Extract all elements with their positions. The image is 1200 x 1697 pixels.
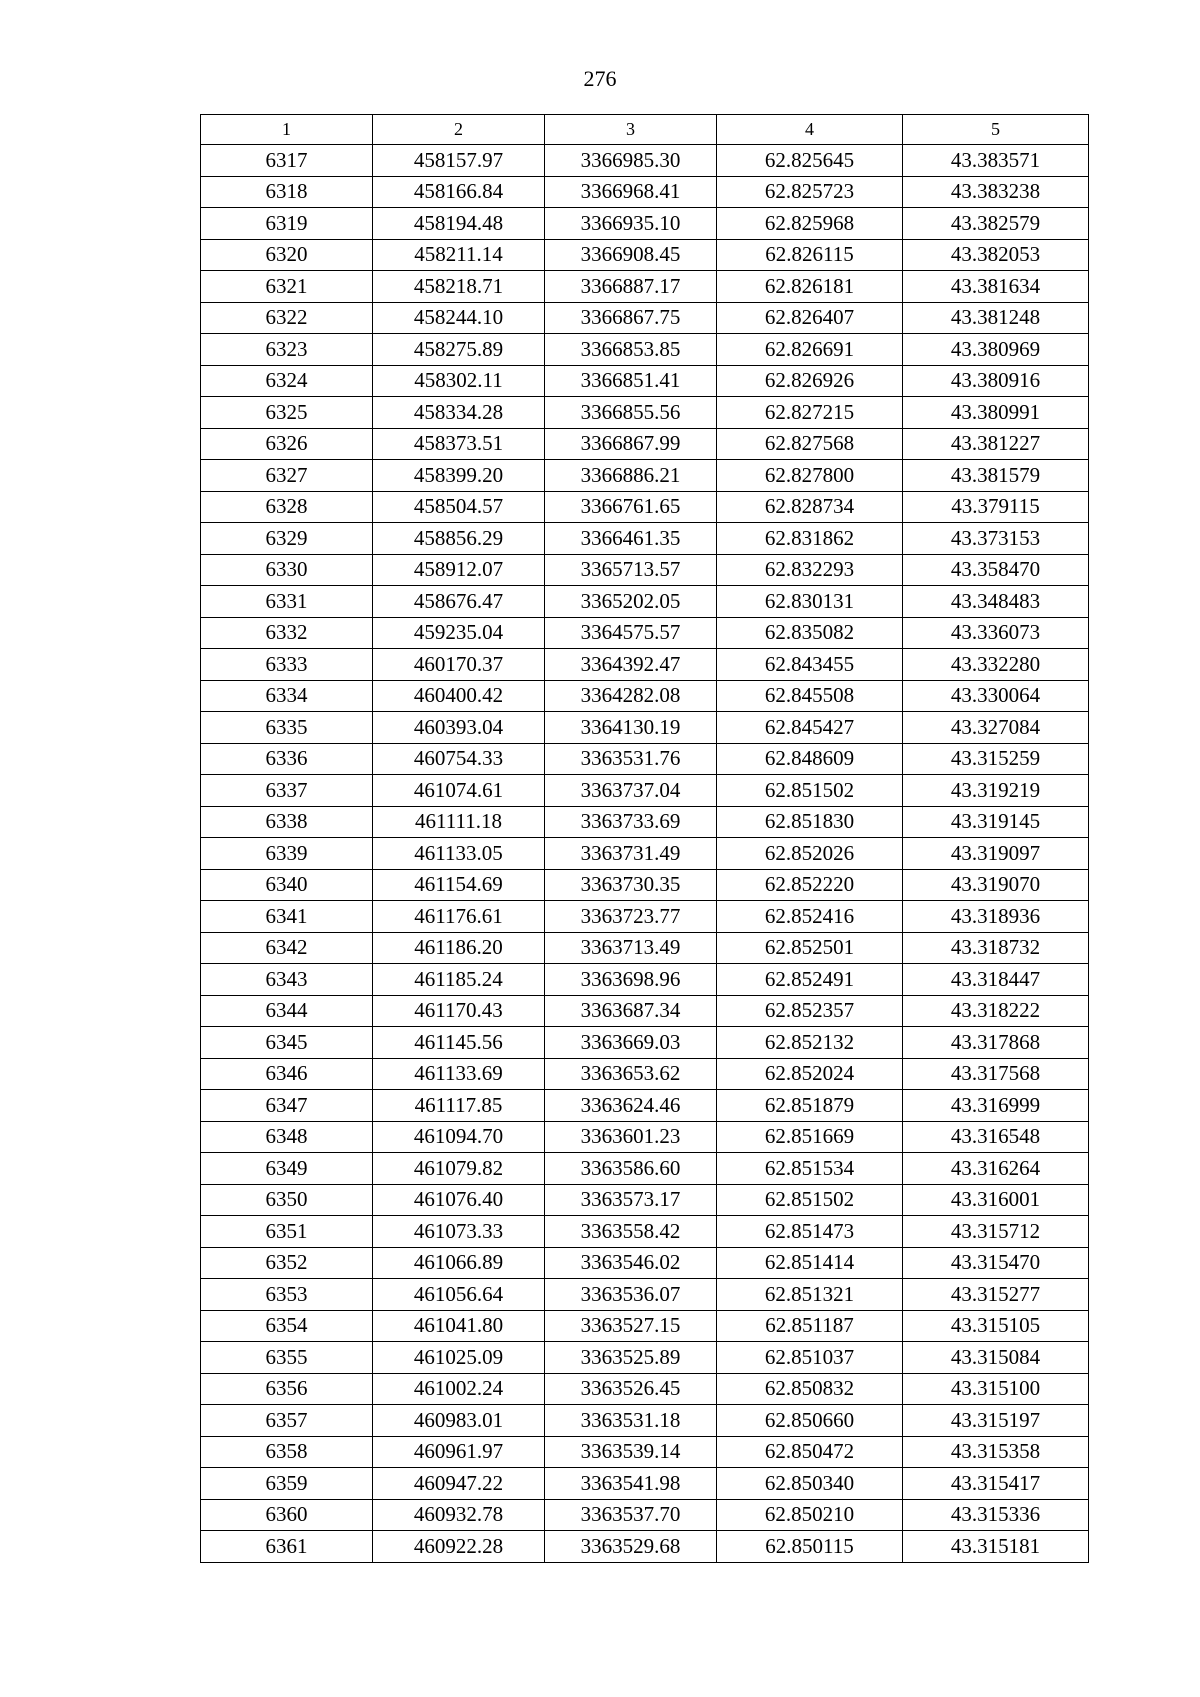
table-row [201, 1090, 1089, 1122]
table-row [201, 365, 1089, 397]
table-row [201, 334, 1089, 366]
x-coordinate-cell: 461041.80 [373, 1310, 545, 1342]
longitude-cell: 62.850660 [717, 1405, 903, 1437]
point-number-cell: 6350 [201, 1184, 373, 1216]
longitude-cell: 62.826691 [717, 334, 903, 366]
latitude-cell: 43.315259 [903, 743, 1089, 775]
y-coordinate-cell: 3363586.60 [545, 1153, 717, 1185]
longitude-cell: 62.827568 [717, 428, 903, 460]
x-coordinate-cell: 461094.70 [373, 1121, 545, 1153]
y-coordinate-cell: 3364575.57 [545, 617, 717, 649]
y-coordinate-cell: 3366855.56 [545, 397, 717, 429]
latitude-cell: 43.318732 [903, 932, 1089, 964]
x-coordinate-cell: 460932.78 [373, 1499, 545, 1531]
point-number-cell: 6338 [201, 806, 373, 838]
y-coordinate-cell: 3363558.42 [545, 1216, 717, 1248]
y-coordinate-cell: 3363536.07 [545, 1279, 717, 1311]
latitude-cell: 43.382579 [903, 208, 1089, 240]
point-number-cell: 6342 [201, 932, 373, 964]
x-coordinate-cell: 458275.89 [373, 334, 545, 366]
latitude-cell: 43.315084 [903, 1342, 1089, 1374]
point-number-cell: 6355 [201, 1342, 373, 1374]
point-number-cell: 6335 [201, 712, 373, 744]
x-coordinate-cell: 461066.89 [373, 1247, 545, 1279]
latitude-cell: 43.381248 [903, 302, 1089, 334]
point-number-cell: 6325 [201, 397, 373, 429]
x-coordinate-cell: 458157.97 [373, 145, 545, 177]
latitude-cell: 43.383571 [903, 145, 1089, 177]
longitude-cell: 62.830131 [717, 586, 903, 618]
column-header-1: 1 [201, 115, 373, 145]
point-number-cell: 6319 [201, 208, 373, 240]
longitude-cell: 62.825723 [717, 176, 903, 208]
table-row [201, 586, 1089, 618]
y-coordinate-cell: 3364130.19 [545, 712, 717, 744]
y-coordinate-cell: 3363669.03 [545, 1027, 717, 1059]
longitude-cell: 62.826926 [717, 365, 903, 397]
point-number-cell: 6339 [201, 838, 373, 870]
latitude-cell: 43.316001 [903, 1184, 1089, 1216]
table-row [201, 271, 1089, 303]
table-body [201, 145, 1089, 1563]
latitude-cell: 43.318936 [903, 901, 1089, 933]
y-coordinate-cell: 3364392.47 [545, 649, 717, 681]
column-header-5: 5 [903, 115, 1089, 145]
point-number-cell: 6336 [201, 743, 373, 775]
table-row [201, 712, 1089, 744]
point-number-cell: 6329 [201, 523, 373, 555]
longitude-cell: 62.828734 [717, 491, 903, 523]
table-row [201, 932, 1089, 964]
x-coordinate-cell: 460170.37 [373, 649, 545, 681]
latitude-cell: 43.382053 [903, 239, 1089, 271]
latitude-cell: 43.319219 [903, 775, 1089, 807]
point-number-cell: 6337 [201, 775, 373, 807]
y-coordinate-cell: 3363730.35 [545, 869, 717, 901]
point-number-cell: 6359 [201, 1468, 373, 1500]
table-row [201, 176, 1089, 208]
y-coordinate-cell: 3363723.77 [545, 901, 717, 933]
latitude-cell: 43.330064 [903, 680, 1089, 712]
x-coordinate-cell: 459235.04 [373, 617, 545, 649]
point-number-cell: 6349 [201, 1153, 373, 1185]
point-number-cell: 6317 [201, 145, 373, 177]
longitude-cell: 62.852416 [717, 901, 903, 933]
y-coordinate-cell: 3366761.65 [545, 491, 717, 523]
table-row [201, 964, 1089, 996]
point-number-cell: 6327 [201, 460, 373, 492]
point-number-cell: 6353 [201, 1279, 373, 1311]
table-row [201, 1184, 1089, 1216]
x-coordinate-cell: 461074.61 [373, 775, 545, 807]
point-number-cell: 6360 [201, 1499, 373, 1531]
y-coordinate-cell: 3363526.45 [545, 1373, 717, 1405]
latitude-cell: 43.380969 [903, 334, 1089, 366]
table-row [201, 397, 1089, 429]
point-number-cell: 6361 [201, 1531, 373, 1563]
y-coordinate-cell: 3366853.85 [545, 334, 717, 366]
longitude-cell: 62.826115 [717, 239, 903, 271]
longitude-cell: 62.848609 [717, 743, 903, 775]
table-row [201, 1436, 1089, 1468]
table-row [201, 1247, 1089, 1279]
longitude-cell: 62.835082 [717, 617, 903, 649]
point-number-cell: 6341 [201, 901, 373, 933]
latitude-cell: 43.315470 [903, 1247, 1089, 1279]
longitude-cell: 62.827800 [717, 460, 903, 492]
x-coordinate-cell: 458194.48 [373, 208, 545, 240]
table-row [201, 649, 1089, 681]
point-number-cell: 6330 [201, 554, 373, 586]
table-row [201, 869, 1089, 901]
latitude-cell: 43.327084 [903, 712, 1089, 744]
point-number-cell: 6333 [201, 649, 373, 681]
latitude-cell: 43.315181 [903, 1531, 1089, 1563]
latitude-cell: 43.318447 [903, 964, 1089, 996]
x-coordinate-cell: 460393.04 [373, 712, 545, 744]
latitude-cell: 43.332280 [903, 649, 1089, 681]
y-coordinate-cell: 3366461.35 [545, 523, 717, 555]
x-coordinate-cell: 460947.22 [373, 1468, 545, 1500]
longitude-cell: 62.826407 [717, 302, 903, 334]
y-coordinate-cell: 3365202.05 [545, 586, 717, 618]
x-coordinate-cell: 458504.57 [373, 491, 545, 523]
longitude-cell: 62.831862 [717, 523, 903, 555]
longitude-cell: 62.851502 [717, 1184, 903, 1216]
table-row [201, 1310, 1089, 1342]
latitude-cell: 43.315336 [903, 1499, 1089, 1531]
longitude-cell: 62.851879 [717, 1090, 903, 1122]
table-row [201, 995, 1089, 1027]
longitude-cell: 62.851830 [717, 806, 903, 838]
longitude-cell: 62.845508 [717, 680, 903, 712]
x-coordinate-cell: 458856.29 [373, 523, 545, 555]
x-coordinate-cell: 460400.42 [373, 680, 545, 712]
y-coordinate-cell: 3364282.08 [545, 680, 717, 712]
column-header-3: 3 [545, 115, 717, 145]
latitude-cell: 43.373153 [903, 523, 1089, 555]
table-row [201, 806, 1089, 838]
longitude-cell: 62.852026 [717, 838, 903, 870]
x-coordinate-cell: 458218.71 [373, 271, 545, 303]
table-row [201, 617, 1089, 649]
y-coordinate-cell: 3363713.49 [545, 932, 717, 964]
x-coordinate-cell: 461111.18 [373, 806, 545, 838]
latitude-cell: 43.336073 [903, 617, 1089, 649]
point-number-cell: 6328 [201, 491, 373, 523]
x-coordinate-cell: 461133.05 [373, 838, 545, 870]
point-number-cell: 6358 [201, 1436, 373, 1468]
y-coordinate-cell: 3366968.41 [545, 176, 717, 208]
point-number-cell: 6331 [201, 586, 373, 618]
point-number-cell: 6343 [201, 964, 373, 996]
latitude-cell: 43.318222 [903, 995, 1089, 1027]
latitude-cell: 43.316548 [903, 1121, 1089, 1153]
latitude-cell: 43.379115 [903, 491, 1089, 523]
longitude-cell: 62.826181 [717, 271, 903, 303]
column-header-2: 2 [373, 115, 545, 145]
latitude-cell: 43.316999 [903, 1090, 1089, 1122]
table-row [201, 1468, 1089, 1500]
table-row [201, 1121, 1089, 1153]
x-coordinate-cell: 458244.10 [373, 302, 545, 334]
y-coordinate-cell: 3363527.15 [545, 1310, 717, 1342]
table-row [201, 838, 1089, 870]
longitude-cell: 62.851534 [717, 1153, 903, 1185]
y-coordinate-cell: 3363624.46 [545, 1090, 717, 1122]
table-row [201, 743, 1089, 775]
y-coordinate-cell: 3366985.30 [545, 145, 717, 177]
point-number-cell: 6347 [201, 1090, 373, 1122]
x-coordinate-cell: 461145.56 [373, 1027, 545, 1059]
latitude-cell: 43.381579 [903, 460, 1089, 492]
longitude-cell: 62.851473 [717, 1216, 903, 1248]
point-number-cell: 6324 [201, 365, 373, 397]
longitude-cell: 62.852501 [717, 932, 903, 964]
point-number-cell: 6346 [201, 1058, 373, 1090]
latitude-cell: 43.315277 [903, 1279, 1089, 1311]
x-coordinate-cell: 458334.28 [373, 397, 545, 429]
table-row [201, 680, 1089, 712]
x-coordinate-cell: 460922.28 [373, 1531, 545, 1563]
longitude-cell: 62.850472 [717, 1436, 903, 1468]
longitude-cell: 62.851414 [717, 1247, 903, 1279]
longitude-cell: 62.825968 [717, 208, 903, 240]
y-coordinate-cell: 3366867.99 [545, 428, 717, 460]
x-coordinate-cell: 460754.33 [373, 743, 545, 775]
x-coordinate-cell: 460983.01 [373, 1405, 545, 1437]
longitude-cell: 62.845427 [717, 712, 903, 744]
latitude-cell: 43.358470 [903, 554, 1089, 586]
point-number-cell: 6348 [201, 1121, 373, 1153]
x-coordinate-cell: 458211.14 [373, 239, 545, 271]
latitude-cell: 43.315417 [903, 1468, 1089, 1500]
x-coordinate-cell: 458302.11 [373, 365, 545, 397]
x-coordinate-cell: 461133.69 [373, 1058, 545, 1090]
point-number-cell: 6345 [201, 1027, 373, 1059]
latitude-cell: 43.315358 [903, 1436, 1089, 1468]
table-row [201, 1216, 1089, 1248]
latitude-cell: 43.315197 [903, 1405, 1089, 1437]
latitude-cell: 43.383238 [903, 176, 1089, 208]
x-coordinate-cell: 458399.20 [373, 460, 545, 492]
longitude-cell: 62.852491 [717, 964, 903, 996]
y-coordinate-cell: 3363546.02 [545, 1247, 717, 1279]
table-row [201, 1279, 1089, 1311]
longitude-cell: 62.851037 [717, 1342, 903, 1374]
latitude-cell: 43.316264 [903, 1153, 1089, 1185]
longitude-cell: 62.851187 [717, 1310, 903, 1342]
table-row [201, 1531, 1089, 1563]
longitude-cell: 62.850210 [717, 1499, 903, 1531]
x-coordinate-cell: 461176.61 [373, 901, 545, 933]
x-coordinate-cell: 461170.43 [373, 995, 545, 1027]
point-number-cell: 6352 [201, 1247, 373, 1279]
y-coordinate-cell: 3366887.17 [545, 271, 717, 303]
longitude-cell: 62.850115 [717, 1531, 903, 1563]
latitude-cell: 43.315105 [903, 1310, 1089, 1342]
x-coordinate-cell: 458373.51 [373, 428, 545, 460]
longitude-cell: 62.852220 [717, 869, 903, 901]
table-row [201, 1373, 1089, 1405]
point-number-cell: 6322 [201, 302, 373, 334]
y-coordinate-cell: 3363541.98 [545, 1468, 717, 1500]
table-row [201, 1499, 1089, 1531]
y-coordinate-cell: 3363529.68 [545, 1531, 717, 1563]
x-coordinate-cell: 460961.97 [373, 1436, 545, 1468]
point-number-cell: 6321 [201, 271, 373, 303]
table-row [201, 1027, 1089, 1059]
y-coordinate-cell: 3366886.21 [545, 460, 717, 492]
table-row [201, 428, 1089, 460]
x-coordinate-cell: 461154.69 [373, 869, 545, 901]
latitude-cell: 43.315712 [903, 1216, 1089, 1248]
y-coordinate-cell: 3366908.45 [545, 239, 717, 271]
x-coordinate-cell: 461117.85 [373, 1090, 545, 1122]
table-row [201, 901, 1089, 933]
x-coordinate-cell: 461186.20 [373, 932, 545, 964]
y-coordinate-cell: 3366851.41 [545, 365, 717, 397]
latitude-cell: 43.381227 [903, 428, 1089, 460]
point-number-cell: 6354 [201, 1310, 373, 1342]
table-row [201, 145, 1089, 177]
y-coordinate-cell: 3363525.89 [545, 1342, 717, 1374]
point-number-cell: 6344 [201, 995, 373, 1027]
table-row [201, 239, 1089, 271]
longitude-cell: 62.852132 [717, 1027, 903, 1059]
latitude-cell: 43.317868 [903, 1027, 1089, 1059]
longitude-cell: 62.851321 [717, 1279, 903, 1311]
longitude-cell: 62.851669 [717, 1121, 903, 1153]
point-number-cell: 6334 [201, 680, 373, 712]
x-coordinate-cell: 461076.40 [373, 1184, 545, 1216]
longitude-cell: 62.843455 [717, 649, 903, 681]
table-row [201, 1058, 1089, 1090]
point-number-cell: 6332 [201, 617, 373, 649]
y-coordinate-cell: 3363698.96 [545, 964, 717, 996]
y-coordinate-cell: 3363737.04 [545, 775, 717, 807]
latitude-cell: 43.315100 [903, 1373, 1089, 1405]
table-row [201, 775, 1089, 807]
y-coordinate-cell: 3363573.17 [545, 1184, 717, 1216]
latitude-cell: 43.348483 [903, 586, 1089, 618]
latitude-cell: 43.319070 [903, 869, 1089, 901]
table-row [201, 302, 1089, 334]
table-row [201, 1405, 1089, 1437]
table-row [201, 208, 1089, 240]
x-coordinate-cell: 461025.09 [373, 1342, 545, 1374]
x-coordinate-cell: 458912.07 [373, 554, 545, 586]
y-coordinate-cell: 3363653.62 [545, 1058, 717, 1090]
y-coordinate-cell: 3363531.18 [545, 1405, 717, 1437]
y-coordinate-cell: 3363531.76 [545, 743, 717, 775]
y-coordinate-cell: 3363601.23 [545, 1121, 717, 1153]
latitude-cell: 43.319145 [903, 806, 1089, 838]
longitude-cell: 62.850340 [717, 1468, 903, 1500]
y-coordinate-cell: 3363733.69 [545, 806, 717, 838]
table-row [201, 1153, 1089, 1185]
latitude-cell: 43.319097 [903, 838, 1089, 870]
table-row [201, 554, 1089, 586]
longitude-cell: 62.825645 [717, 145, 903, 177]
y-coordinate-cell: 3363539.14 [545, 1436, 717, 1468]
table-row [201, 491, 1089, 523]
latitude-cell: 43.380916 [903, 365, 1089, 397]
latitude-cell: 43.317568 [903, 1058, 1089, 1090]
x-coordinate-cell: 461002.24 [373, 1373, 545, 1405]
table-row [201, 1342, 1089, 1374]
point-number-cell: 6340 [201, 869, 373, 901]
latitude-cell: 43.380991 [903, 397, 1089, 429]
point-number-cell: 6323 [201, 334, 373, 366]
table-row [201, 460, 1089, 492]
x-coordinate-cell: 458676.47 [373, 586, 545, 618]
table-row [201, 523, 1089, 555]
point-number-cell: 6326 [201, 428, 373, 460]
table-header-row [201, 115, 1089, 145]
longitude-cell: 62.827215 [717, 397, 903, 429]
y-coordinate-cell: 3363537.70 [545, 1499, 717, 1531]
y-coordinate-cell: 3365713.57 [545, 554, 717, 586]
longitude-cell: 62.852357 [717, 995, 903, 1027]
y-coordinate-cell: 3366935.10 [545, 208, 717, 240]
x-coordinate-cell: 461079.82 [373, 1153, 545, 1185]
point-number-cell: 6357 [201, 1405, 373, 1437]
x-coordinate-cell: 461073.33 [373, 1216, 545, 1248]
point-number-cell: 6318 [201, 176, 373, 208]
y-coordinate-cell: 3363731.49 [545, 838, 717, 870]
y-coordinate-cell: 3366867.75 [545, 302, 717, 334]
x-coordinate-cell: 461185.24 [373, 964, 545, 996]
page-number: 276 [583, 66, 617, 91]
point-number-cell: 6320 [201, 239, 373, 271]
longitude-cell: 62.851502 [717, 775, 903, 807]
x-coordinate-cell: 461056.64 [373, 1279, 545, 1311]
latitude-cell: 43.381634 [903, 271, 1089, 303]
y-coordinate-cell: 3363687.34 [545, 995, 717, 1027]
longitude-cell: 62.850832 [717, 1373, 903, 1405]
column-header-4: 4 [717, 115, 903, 145]
longitude-cell: 62.852024 [717, 1058, 903, 1090]
point-number-cell: 6356 [201, 1373, 373, 1405]
coordinates-table [200, 114, 1089, 1563]
longitude-cell: 62.832293 [717, 554, 903, 586]
x-coordinate-cell: 458166.84 [373, 176, 545, 208]
point-number-cell: 6351 [201, 1216, 373, 1248]
